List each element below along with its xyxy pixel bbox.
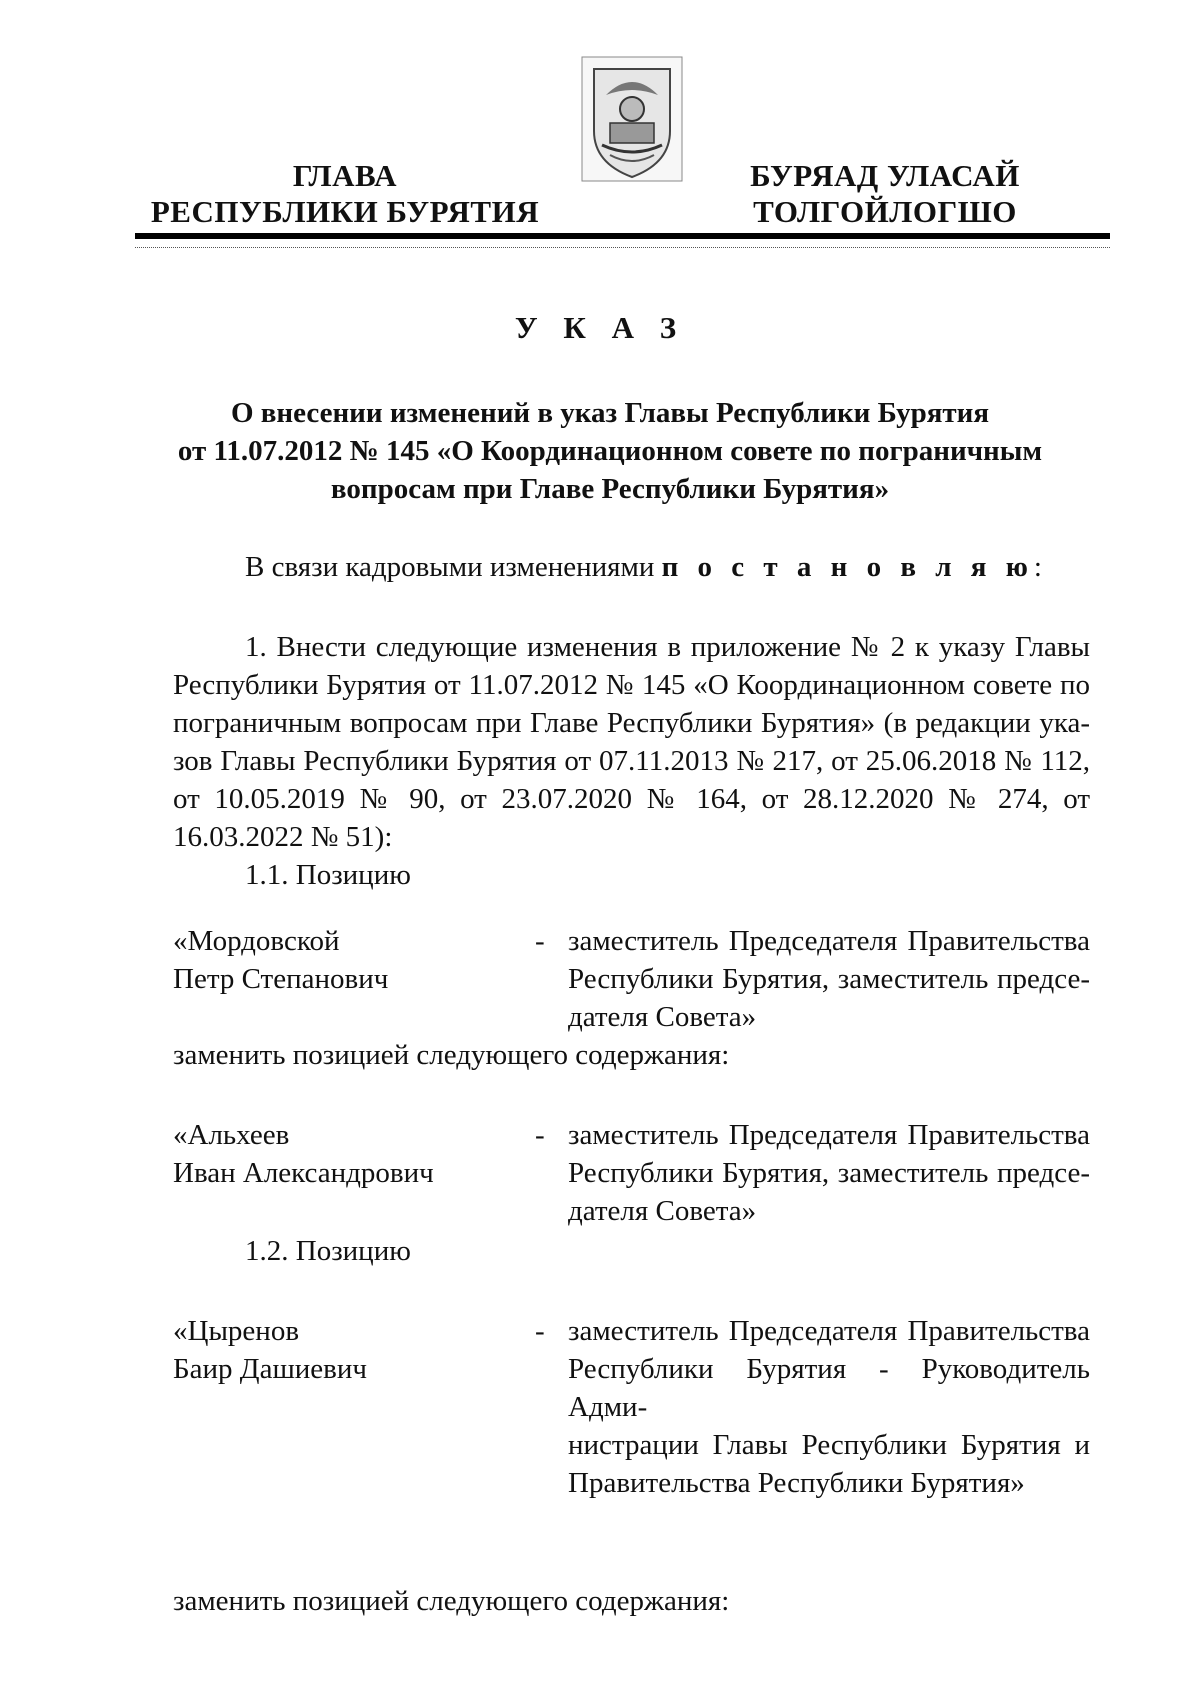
item-1-line: зов Главы Республики Бурятия от 07.11.2013 № 217, от 25.06.2018 № 112, — [173, 745, 1090, 777]
name-line: Баир Дашиевич — [173, 1353, 367, 1385]
item-1-line: от 10.05.2019 № 90, от 23.07.2020 № 164, от 28.12.2020 № 274, от — [173, 783, 1090, 815]
position-3-desc — [568, 1312, 1090, 1502]
issuer-right-line1: БУРЯАД УЛАСАЙ — [750, 158, 1020, 193]
item-1 — [173, 628, 1090, 856]
position-2-dash: - — [535, 1119, 545, 1151]
item-1-line: Республики Бурятия от 11.07.2012 № 145 «О Координационном совете по — [173, 669, 1090, 701]
desc-line: дателя Совета» — [568, 1195, 757, 1227]
replace-text-2: заменить позицией следующего содержания: — [173, 1585, 730, 1617]
desc-line: нистрации Главы Республики Бурятия и — [568, 1429, 1090, 1461]
desc-line: дателя Совета» — [568, 1001, 757, 1033]
desc-line: заместитель Председателя Правительства — [568, 925, 1090, 957]
preamble — [245, 548, 1042, 586]
header-rule-thick — [135, 233, 1110, 239]
position-1-dash: - — [535, 925, 545, 957]
issuer-right-line2: ТОЛГОЙЛОГШО — [753, 194, 1017, 229]
desc-line: Республики Бурятия - Руководитель Адми- — [568, 1353, 1090, 1423]
subject-line: от 11.07.2012 № 145 «О Координационном совете по пограничным — [177, 435, 1043, 467]
item-1-line: 16.03.2022 № 51): — [173, 821, 393, 853]
item-1-line: 1. Внести следующие изменения в приложение № 2 к указу Главы — [245, 631, 1090, 663]
coat-of-arms-icon — [580, 55, 684, 183]
subject-line: вопросам при Главе Республики Бурятия» — [330, 473, 890, 505]
item-1-line: пограничным вопросам при Главе Республики Бурятия» (в редакции ука- — [173, 707, 1090, 739]
desc-line: заместитель Председателя Правительства — [568, 1315, 1090, 1347]
name-line: Петр Степанович — [173, 963, 389, 995]
name-line: «Цыренов — [173, 1315, 300, 1347]
position-1-desc — [568, 922, 1090, 1036]
document-title: У К А З — [514, 310, 686, 345]
issuer-left — [145, 158, 545, 230]
header-rule-thin — [135, 247, 1110, 248]
item-1-1: 1.1. Позицию — [245, 859, 411, 891]
document-subject — [150, 394, 1070, 508]
issuer-left-line2: РЕСПУБЛИКИ БУРЯТИЯ — [150, 194, 540, 229]
position-2-name — [173, 1116, 434, 1192]
desc-line: Правительства Республики Бурятия» — [568, 1467, 1025, 1499]
name-line: «Мордовской — [173, 925, 340, 957]
decree-word: п о с т а н о в л я ю — [661, 551, 1034, 583]
replace-text-1: заменить позицией следующего содержания: — [173, 1039, 730, 1071]
position-1-name — [173, 922, 388, 998]
desc-line: заместитель Председателя Правительства — [568, 1119, 1090, 1151]
desc-line: Республики Бурятия, заместитель предсе- — [568, 963, 1090, 995]
desc-line: Республики Бурятия, заместитель предсе- — [568, 1157, 1090, 1189]
name-line: Иван Александрович — [173, 1157, 434, 1189]
name-line: «Альхеев — [173, 1119, 290, 1151]
issuer-right — [690, 158, 1080, 230]
subject-line: О внесении изменений в указ Главы Республики Бурятия — [230, 397, 990, 429]
item-1-2: 1.2. Позицию — [245, 1235, 411, 1267]
position-3-name — [173, 1312, 367, 1388]
preamble-colon: : — [1033, 551, 1042, 583]
position-3-dash: - — [535, 1315, 545, 1347]
issuer-left-line1: ГЛАВА — [292, 158, 398, 193]
position-2-desc — [568, 1116, 1090, 1230]
preamble-text: В связи кадровыми изменениями — [245, 551, 662, 583]
